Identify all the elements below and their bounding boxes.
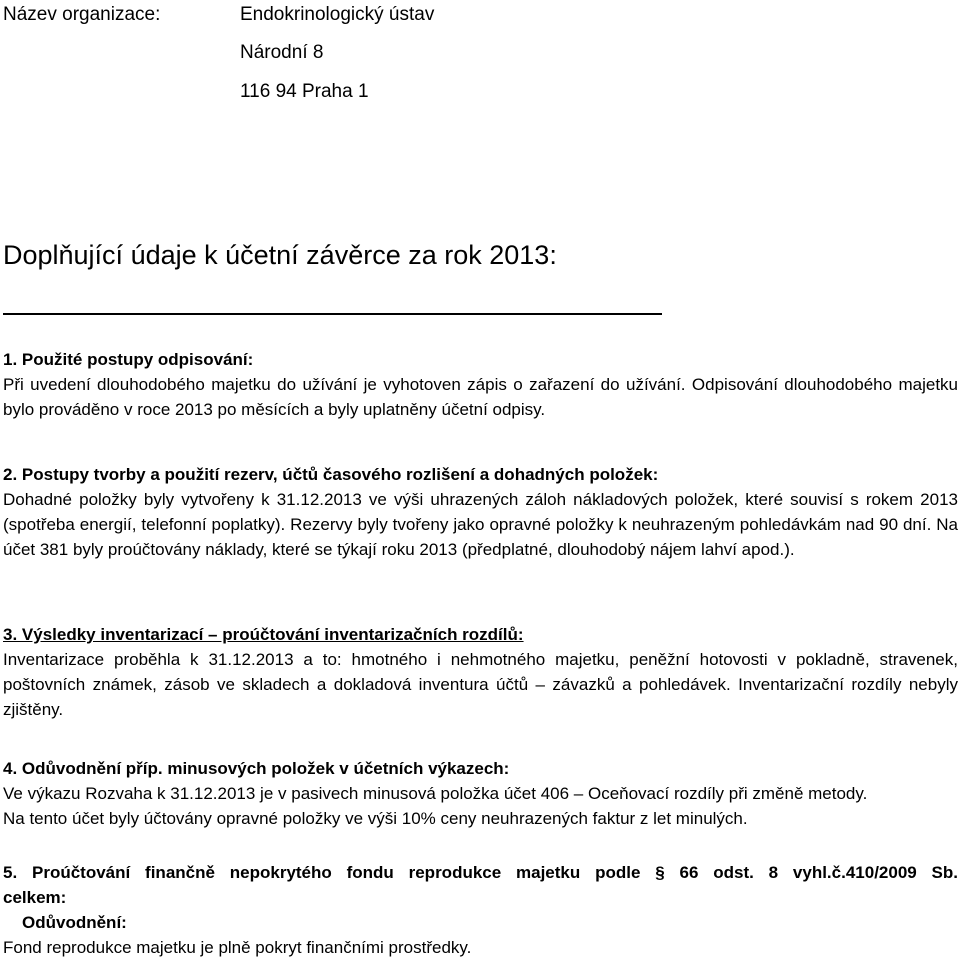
section-2-heading: 2. Postupy tvorby a použití rezerv, účtů časového rozlišení a dohadných položek: — [3, 465, 659, 484]
section-1-text: Při uvedení dlouhodobého majetku do užívání je vyhotoven zápis o zařazení do užívání. Odpisování dlouhodobého majetku bylo prováděno v roce 2013 po měsících a byly uplatněny účetní odpisy. — [3, 375, 958, 419]
section-4-heading: 4. Odůvodnění příp. minusových položek v účetních výkazech: — [3, 759, 510, 778]
section-3-text: Inventarizace proběhla k 31.12.2013 a to: hmotného i nehmotného majetku, peněžní hotovosti v pokladně, stravenek, poštovních známek, zásob ve skladech a dokladová inventura účtů – závazků a pohledávek. Inventarizační rozdíly nebyly zjištěny. — [3, 650, 958, 719]
document-title: Doplňující údaje k účetní závěrce za rok 2013: — [3, 240, 557, 270]
section-4 — [3, 756, 958, 831]
section-5-text: Fond reprodukce majetku je plně pokryt finančními prostředky. — [3, 938, 472, 957]
organization-label: Název organizace: — [3, 4, 161, 25]
organization-street: Národní 8 — [240, 42, 324, 63]
section-5-heading-line-1: 5. Proúčtování finančně nepokrytého fondu reprodukce majetku podle § 66 odst. 8 vyhl.č.410/2009 Sb. — [3, 863, 958, 882]
organization-name: Endokrinologický ústav — [240, 4, 435, 25]
section-1 — [3, 347, 958, 422]
section-5-heading-line-2: celkem: — [3, 888, 67, 907]
section-3 — [3, 622, 958, 722]
section-1-heading: 1. Použité postupy odpisování: — [3, 350, 254, 369]
section-2-text: Dohadné položky byly vytvořeny k 31.12.2013 ve výši uhrazených záloh nákladových položek, které souvisí s rokem 2013 (spotřeba energií, telefonní poplatky). Rezervy byly tvořeny jako opravné položky k neuhrazeným pohledávkám nad 90 dní. Na účet 381 byly proúčtovány náklady, které se týkají roku 2013 (předplatné, dlouhodobý nájem lahví apod.). — [3, 490, 958, 559]
section-4-text-2: Na tento účet byly účtovány opravné položky ve výši 10% ceny neuhrazených faktur z let minulých. — [3, 809, 748, 828]
section-2 — [3, 462, 958, 562]
section-5-subheading: Odůvodnění: — [22, 913, 127, 932]
organization-city: 116 94 Praha 1 — [240, 81, 369, 102]
divider-line — [3, 313, 662, 315]
section-4-text-1: Ve výkazu Rozvaha k 31.12.2013 je v pasivech minusová položka účet 406 – Oceňovací rozdíly při změně metody. — [3, 784, 868, 803]
section-5 — [3, 860, 958, 960]
section-3-heading: 3. Výsledky inventarizací – proúčtování inventarizačních rozdílů: — [3, 625, 524, 644]
